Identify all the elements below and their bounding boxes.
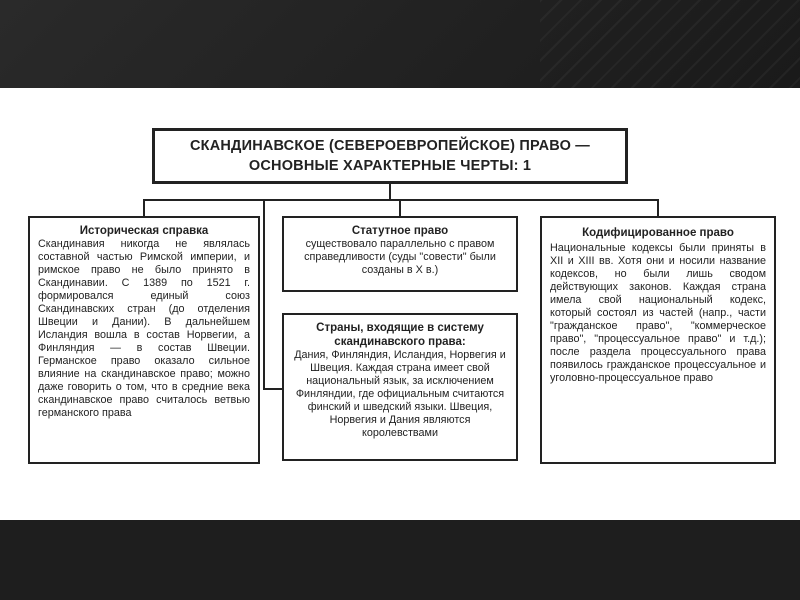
codified-text: Национальные кодексы были приняты в XII и XIII вв. Хотя они и носили название кодексов, но были лишь сводом действующих законов. Каждая страна имела свой национальный кодекс, который состоял из частей (напр., части "гражданское право", "коммерческое право", "процессуальное право" и т.д.); после раздела процессуального права появилось гражданское процессуальное и уголовно-процессуальное право [550,242,766,384]
codified-heading: Кодифицированное право [582,227,734,239]
historical-text: Скандинавия никогда не являлась составной частью Римской империи, и римское право не было принято в Скандинавии. С 1389 по 1521 г. формировался единый союз Скандинавских стран (до отделения Швеции и Дании). В дальнейшем Исландия вошла в состав Норвегии, а Финляндия — в состав Швеции. Германское право оказало сильное влияние на скандинавское право; можно даже говорить о том, что в средние века скандинавское право считалось ветвью германского права [38,238,250,419]
countries-heading: Страны, входящие в систему скандинавского права: [316,322,484,348]
connector-horizontal [144,199,658,201]
statute-heading: Статутное право [351,225,449,237]
codified-box [540,216,776,464]
historical-box [28,216,260,464]
title-box [152,128,628,184]
connector-title-down [389,184,391,200]
top-dark-band [0,0,800,88]
statute-box [282,216,518,292]
statute-text: существовало параллельно с правом справедливости (суды "совести" были созданы в X в.) [304,238,496,276]
connector-right-down [657,199,659,216]
connector-branch-vertical [263,199,265,389]
connector-mid-down [399,199,401,216]
connector-left-down [143,199,145,216]
countries-text: Дания, Финляндия, Исландия, Норвегия и Швеция. Каждая страна имеет свой национальный язык, за исключением Финляндии, где официальным считаются финский и шведский языки. Швеция, Норвегия и Дания являются королевствами [294,349,506,439]
connector-branch-to-countries [263,388,283,390]
title-line-2: ОСНОВНЫЕ ХАРАКТЕРНЫЕ ЧЕРТЫ: 1 [248,158,532,174]
title-line-1: СКАНДИНАВСКОЕ (СЕВЕРОЕВРОПЕЙСКОЕ) ПРАВО — [189,138,590,154]
countries-box [282,313,518,461]
bottom-dark-band [0,520,800,600]
historical-heading: Историческая справка [79,225,209,237]
